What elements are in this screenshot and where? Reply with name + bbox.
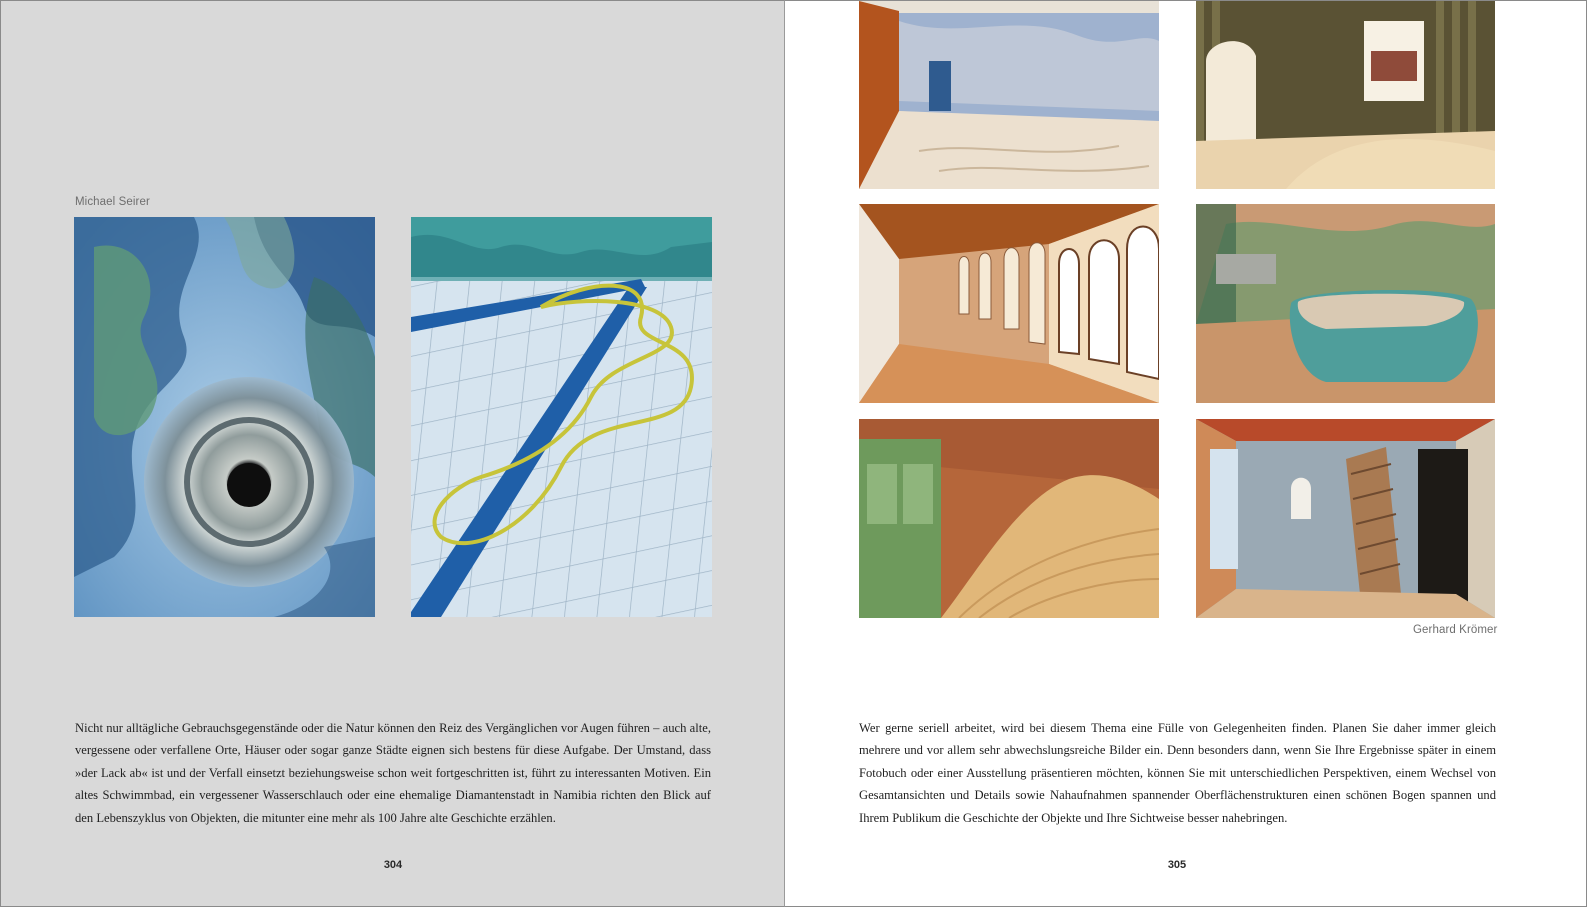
photo-credit: Michael Seirer [75, 196, 150, 208]
photo-pool-drain [74, 217, 375, 617]
page-number: 304 [383, 859, 403, 871]
left-page [0, 0, 784, 907]
photo-blue-room-sand [859, 1, 1159, 189]
photo-green-door-dune [859, 419, 1159, 618]
photo-credit: Gerhard Krömer [1413, 624, 1498, 636]
photo-striped-room [1196, 1, 1495, 189]
photo-pool-hose [411, 217, 712, 617]
body-text-left: Nicht nur alltägliche Gebrauchsgegenstände oder die Natur können den Reiz des Vergänglichen vor Augen führen – auch alte, vergessene oder verfallene Orte, Häuser oder sogar ganze Städte eignen sich bestens für diese Aufgabe. Der Umstand, dass »der Lack ab« ist und der Verfall einsetzt beziehungsweise schon weit fortgeschritten ist, führt zu interessanten Motiven. Ein altes Schwimmbad, ein vergessener Wasserschlauch oder eine ehemalige Diamantenstadt in Namibia richten den Blick auf den Lebenszyklus von Objekten, die mitunter eine mehr als 100 Jahre alte Geschichte erzählen. [75, 721, 711, 825]
page-number: 305 [1167, 859, 1187, 871]
photo-bathtub-sand [1196, 204, 1495, 403]
right-page [784, 0, 1587, 907]
photo-arched-corridor [859, 204, 1159, 403]
body-text-right: Wer gerne seriell arbeitet, wird bei diesem Thema eine Fülle von Gelegenheiten finden. Planen Sie daher immer gleich mehrere und vor allem sehr abwechslungsreiche Bilder ein. Denn besonders dann, wenn Sie Ihre Ergebnisse später in einem Fotobuch oder einer Ausstellung präsentieren möchten, können Sie mit unterschiedlichen Perspektiven, einem Wechsel von Gesamtansichten und Details sowie Nahaufnahmen spannender Oberflächenstrukturen einen schönen Bogen spannen und Ihrem Publikum die Geschichte der Objekte und Ihre Sichtweise besser nahebringen. [859, 721, 1496, 825]
photo-ruined-room [1196, 419, 1495, 618]
